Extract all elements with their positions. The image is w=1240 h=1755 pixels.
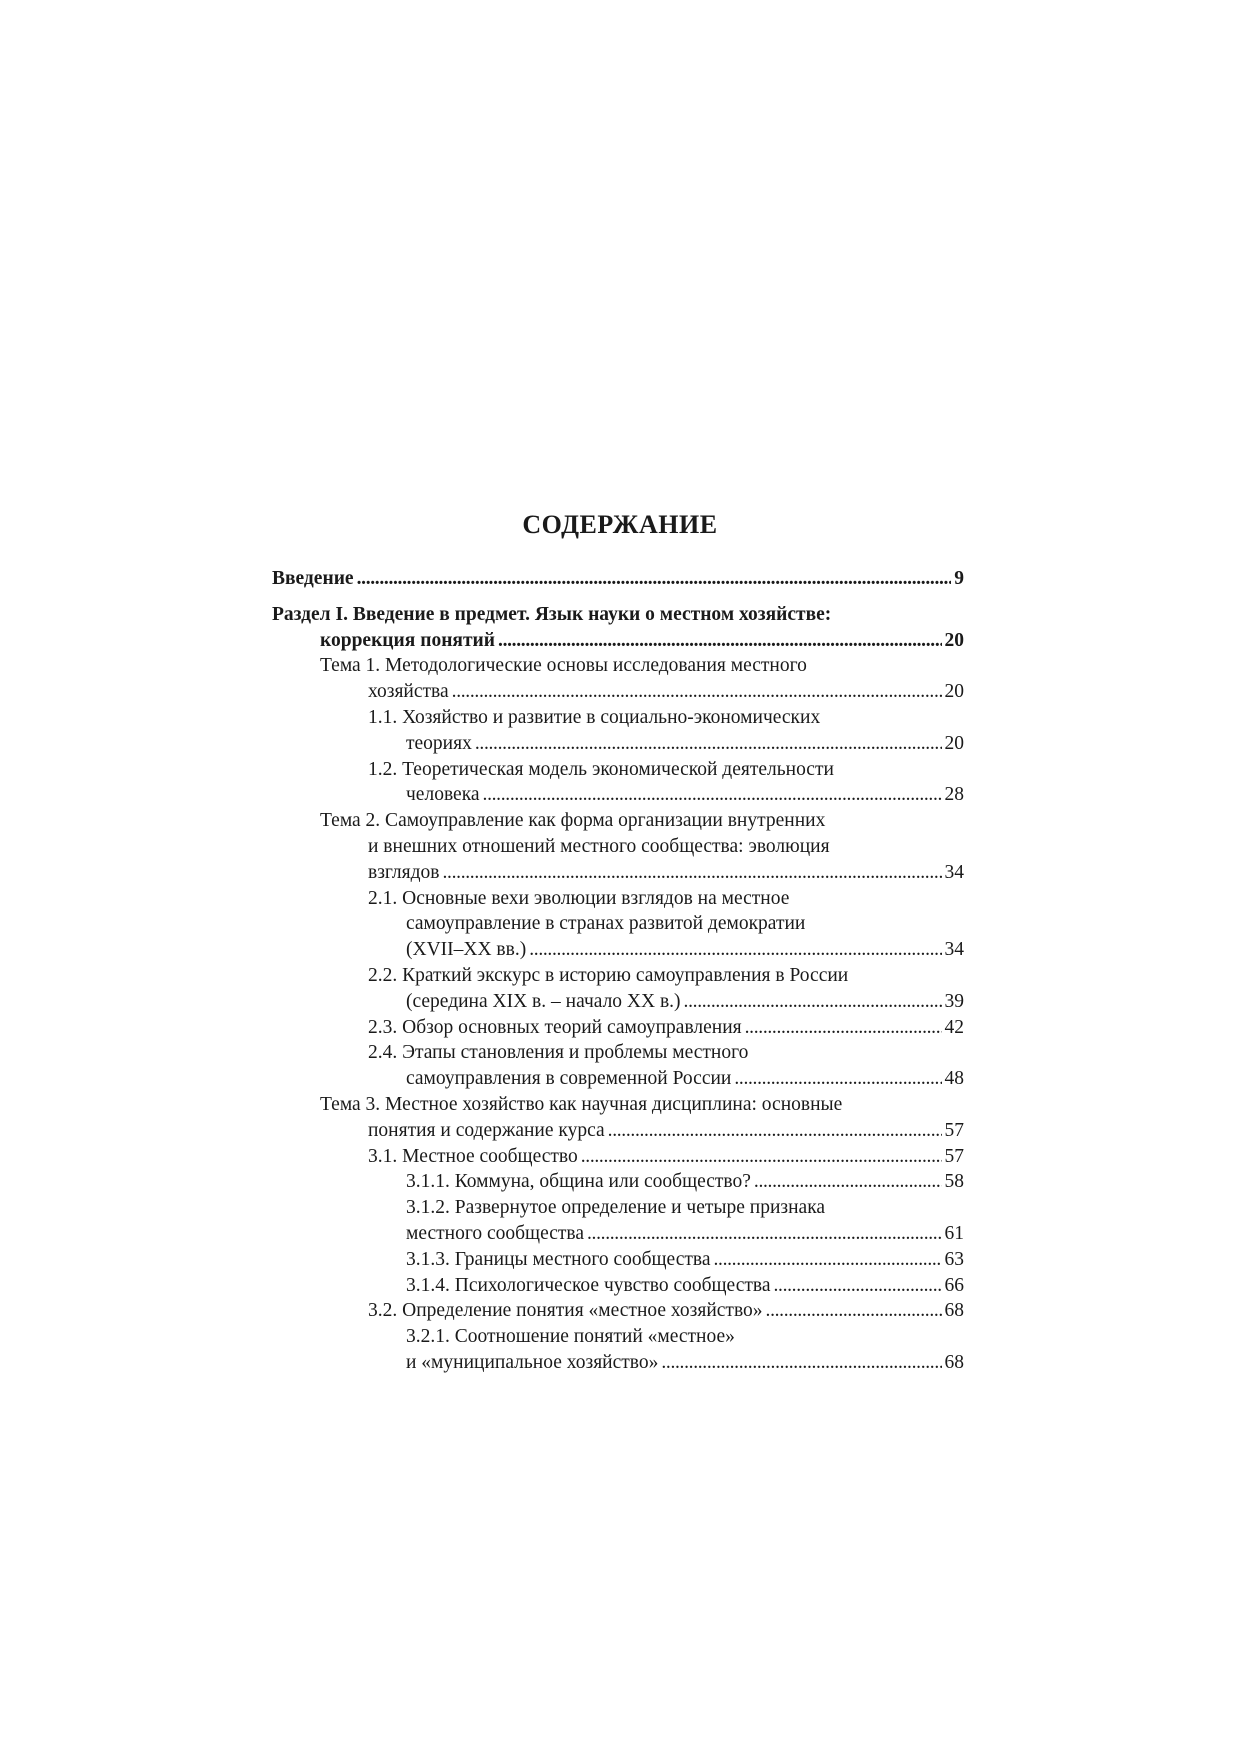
dot-leader [734,1066,941,1092]
toc-entry-1-1[interactable] [272,705,964,757]
toc-entry-title-continued: человека [406,784,480,806]
toc-page-number: 34 [944,939,964,961]
dot-leader [443,860,942,886]
toc-page-number: 9 [954,568,964,589]
dot-leader [498,628,941,654]
toc-entry-title: Тема 3. Местное хозяйство как научная дисциплина: основные [320,1093,843,1115]
toc-entry-3-1-1[interactable] [272,1169,964,1195]
toc-entry-3-1[interactable] [272,1144,964,1170]
dot-leader [745,1015,942,1041]
toc-entry-topic-1[interactable] [272,653,964,705]
toc-page-number: 58 [944,1171,964,1193]
dot-leader [357,566,952,592]
toc-page-number: 48 [944,1068,964,1090]
toc-entry-title-continued: взглядов [368,861,440,883]
toc-page-number: 42 [944,1016,964,1038]
toc-entry-title: 3.1.4. Психологическое чувство сообщества [406,1274,771,1296]
toc-entry-3-2-1[interactable] [272,1324,964,1376]
toc-entry-title-continued: и внешних отношений местного сообщества: эволюция [368,835,830,857]
toc-entry-title-continued: коррекция понятий [320,629,496,651]
toc-entry-title: 1.1. Хозяйство и развитие в социально-экономических [368,706,821,728]
toc-entry-title-continued: (середина XIX в. – начало XX в.) [406,990,681,1012]
toc-page-number: 63 [944,1248,964,1270]
toc-page-number: 20 [944,629,964,651]
toc-page-number: 34 [944,861,964,883]
toc-entry-title: 3.1.1. Коммуна, община или сообщество? [406,1171,751,1193]
toc-entry-topic-2[interactable] [272,808,964,885]
toc-entry-title: Тема 1. Методологические основы исследования местного [320,655,807,677]
toc-entry-title: 3.1. Местное сообщество [368,1145,578,1167]
dot-leader [713,1247,941,1273]
dot-leader [452,679,942,705]
toc-page-number: 20 [944,732,964,754]
dot-leader [766,1298,942,1324]
toc-entry-title-continued: самоуправление в странах развитой демократии [406,913,806,935]
toc-entry-title: Введение [272,568,354,589]
toc-entry-3-1-2[interactable] [272,1195,964,1247]
table-of-contents [272,566,964,1376]
toc-entry-title-continued: (XVII–XX вв.) [406,939,527,961]
toc-entry-title: 2.2. Краткий экскурс в историю самоуправления в России [368,964,849,986]
toc-entry-title: 3.2. Определение понятия «местное хозяйство» [368,1300,763,1322]
toc-entry-title: 1.2. Теоретическая модель экономической деятельности [368,758,834,780]
toc-entry-title: 2.3. Обзор основных теорий самоуправления [368,1016,742,1038]
toc-entry-title-continued: теориях [406,732,472,754]
toc-entry-title: Тема 2. Самоуправление как форма организации внутренних [320,810,826,832]
toc-entry-title-continued: местного сообщества [406,1222,584,1244]
toc-page-number: 39 [944,990,964,1012]
toc-page-number: 57 [944,1145,964,1167]
page-title: СОДЕРЖАНИЕ [522,510,718,539]
dot-leader [661,1350,941,1376]
toc-entry-title-continued: понятия и содержание курса [368,1119,605,1141]
toc-page-number: 28 [944,784,964,806]
toc-entry-2-2[interactable] [272,963,964,1015]
dot-leader [608,1118,942,1144]
toc-entry-title: 2.1. Основные вехи эволюции взглядов на местное [368,887,790,909]
dot-leader [754,1169,942,1195]
toc-entry-3-1-4[interactable] [272,1273,964,1299]
toc-page-number: 66 [944,1274,964,1296]
toc-entry-title: Раздел I. Введение в предмет. Язык науки о местном хозяйстве: [272,603,832,625]
toc-entry-section-1[interactable] [272,602,964,654]
dot-leader [529,937,941,963]
dot-leader [483,782,942,808]
toc-entry-2-1[interactable] [272,886,964,963]
dot-leader [581,1144,942,1170]
dot-leader [773,1273,941,1299]
toc-page-number: 57 [944,1119,964,1141]
toc-entry-3-2[interactable] [272,1298,964,1324]
toc-entry-title-continued: и «муниципальное хозяйство» [406,1351,659,1373]
toc-entry-title: 3.1.3. Границы местного сообщества [406,1248,711,1270]
toc-entry-introduction[interactable] [272,566,964,592]
toc-page-number: 68 [944,1351,964,1373]
toc-page-number: 61 [944,1222,964,1244]
toc-entry-title: 3.1.2. Развернутое определение и четыре признака [406,1197,826,1219]
toc-entry-title: 3.2.1. Соотношение понятий «местное» [406,1326,735,1348]
toc-entry-2-4[interactable] [272,1040,964,1092]
toc-page-number: 68 [944,1300,964,1322]
toc-entry-title-continued: хозяйства [368,681,449,703]
toc-entry-1-2[interactable] [272,757,964,809]
toc-entry-title-continued: самоуправления в современной России [406,1068,732,1090]
toc-entry-topic-3[interactable] [272,1092,964,1144]
toc-entry-3-1-3[interactable] [272,1247,964,1273]
dot-leader [587,1221,942,1247]
toc-page-number: 20 [944,681,964,703]
dot-leader [475,731,942,757]
toc-entry-title: 2.4. Этапы становления и проблемы местного [368,1042,749,1064]
dot-leader [684,989,942,1015]
toc-entry-2-3[interactable] [272,1015,964,1041]
